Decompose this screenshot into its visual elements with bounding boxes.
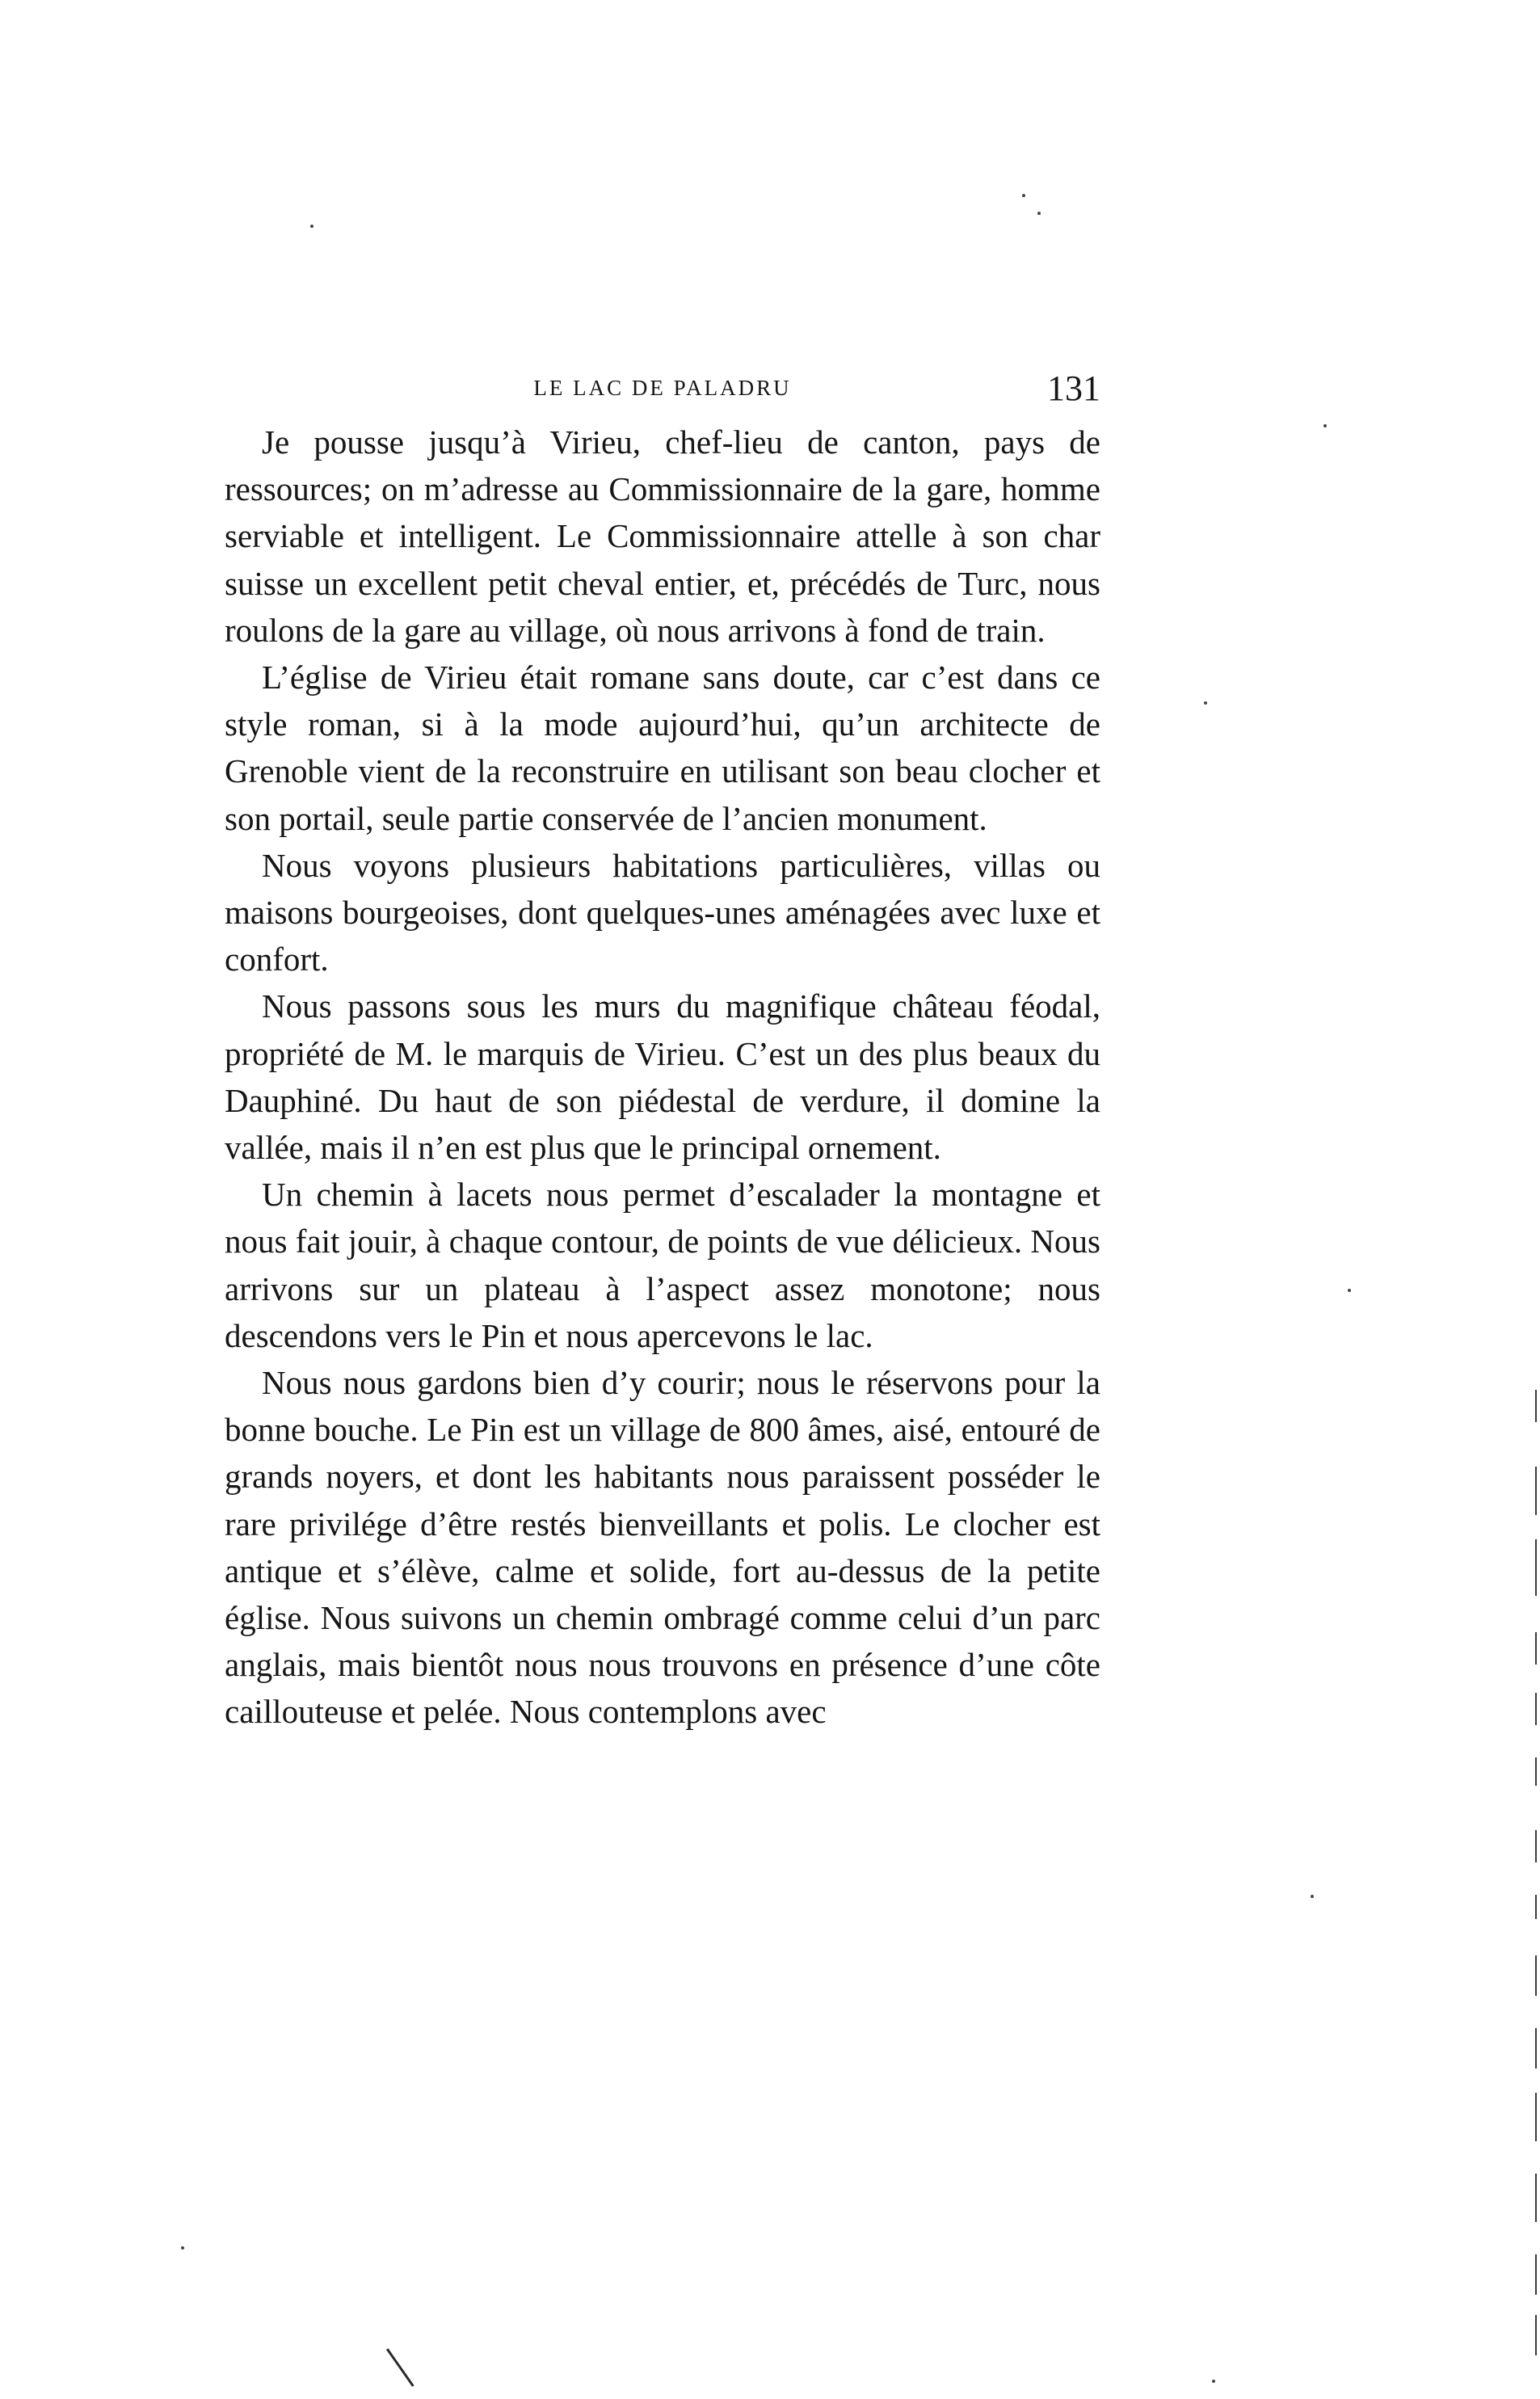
binding-edge-line <box>1535 1895 1537 1919</box>
body-text <box>225 419 1100 1736</box>
binding-edge-line <box>1535 1757 1537 1786</box>
binding-edge-line <box>1535 1830 1537 1862</box>
paragraph-5: Un chemin à lacets nous permet d’escalader la montagne et nous fait jouir, à chaque contour, de points de vue délicieux. Nous arrivons sur un plateau à l’aspect assez monotone; nous descendons vers le Pin et nous apercevons le lac. <box>225 1176 1100 1354</box>
binding-edge-line <box>1535 2028 1537 2069</box>
paragraph-3: Nous voyons plusieurs habitations particulières, villas ou maisons bourgeoises, dont quelques-unes aménagées avec luxe et confort. <box>225 846 1100 979</box>
paragraph-2: L’église de Virieu était romane sans doute, car c’est dans ce style roman, si à la mode aujourd’hui, qu’un architecte de Grenoble vient de la reconstruire en utilisant son beau clocher et son portail, seule partie conservée de l’ancien monument. <box>225 659 1100 837</box>
paragraph-4: Nous passons sous les murs du magnifique château féodal, propriété de M. le marquis de Virieu. C’est un des plus beaux du Dauphiné. Du haut de son piédestal de verdure, il domine la vallée, mais il n’en est plus que le principal ornement. <box>225 987 1100 1167</box>
binding-edge-line <box>1535 1467 1537 1515</box>
running-title: LE LAC DE PALADRU <box>533 376 792 400</box>
binding-edge-line <box>1535 1390 1537 1422</box>
binding-edge-line <box>1535 1693 1537 1725</box>
scan-speck <box>1311 1895 1314 1898</box>
scan-stroke <box>386 2348 414 2387</box>
scan-speck <box>1348 1289 1351 1292</box>
binding-edge-line <box>1535 2315 1537 2355</box>
paragraph-6: Nous nous gardons bien d’y courir; nous le réservons pour la bonne bouche. Le Pin est un village de 800 âmes, aisé, entouré de grands noyers, et dont les habitants nous paraissent posséder le rare privilége d’être restés bienveillants et polis. Le clocher est antique et s’élève, calme et solide, fort au-dessus de la petite église. Nous suivons un chemin ombragé comme celui d’un parc anglais, mais bientôt nous nous trouvons en présence d’une côte caillouteuse et pelée. Nous contemplons avec <box>225 1364 1100 1731</box>
binding-edge-line <box>1535 1539 1537 1596</box>
paragraph-1: Je pousse jusqu’à Virieu, chef-lieu de canton, pays de ressources; on m’adresse au Commissionnaire de la gare, homme serviable et intelligent. Le Commissionnaire attelle à son char suisse un excellent petit cheval entier, et, précédés de Turc, nous roulons de la gare au village, où nous arrivons à fond de train. <box>225 423 1100 649</box>
binding-edge-line <box>1535 2254 1537 2295</box>
binding-edge-line <box>1535 1632 1537 1665</box>
scan-speck <box>1037 212 1041 215</box>
page-number: 131 <box>1047 368 1100 408</box>
scan-speck <box>1212 2380 1215 2383</box>
binding-edge-line <box>1535 1955 1537 1996</box>
binding-edge-line <box>1535 2174 1537 2222</box>
binding-edge-line <box>1535 2093 1537 2141</box>
scan-speck <box>1323 424 1327 427</box>
scan-speck <box>1204 701 1207 705</box>
scan-speck <box>310 225 313 228</box>
scan-speck <box>1022 194 1025 197</box>
scan-speck <box>181 2246 184 2250</box>
running-head <box>225 368 1100 416</box>
